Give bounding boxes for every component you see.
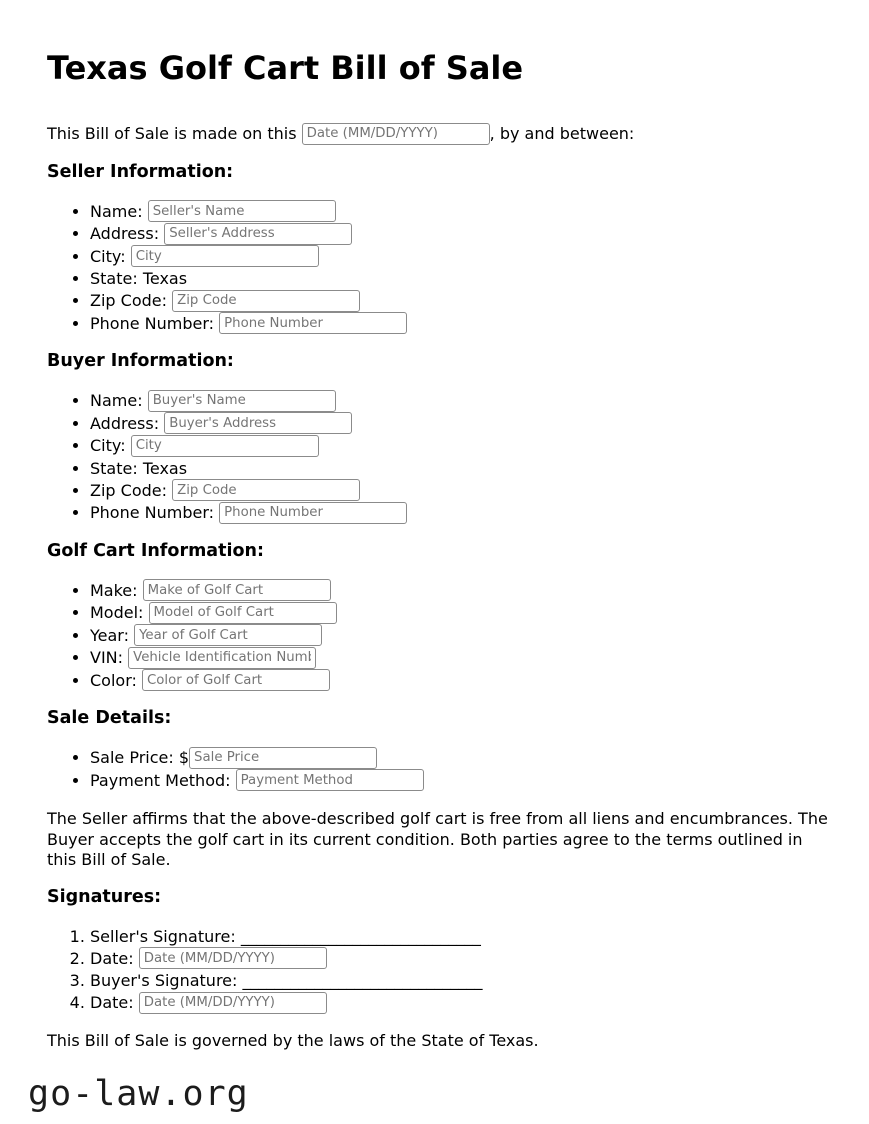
seller-phone-field <box>90 313 822 336</box>
buyer-name-field <box>90 390 822 413</box>
cart-vin-field <box>90 647 822 670</box>
seller-state-label: State: Texas <box>90 269 188 288</box>
payment-method-input[interactable] <box>236 769 424 791</box>
intro-line <box>47 123 822 146</box>
payment-method-label: Payment Method: <box>90 770 231 790</box>
buyer-name-label: Name: <box>90 391 143 410</box>
seller-name-field <box>90 201 822 224</box>
seller-section-heading: Seller Information: <box>47 161 234 182</box>
signatures-section-heading: Signatures: <box>47 886 162 907</box>
payment-method-field <box>90 770 822 793</box>
seller-state-field <box>90 268 822 290</box>
buyer-city-input[interactable] <box>131 435 319 457</box>
seller-address-input[interactable] <box>164 223 352 245</box>
seller-phone-input[interactable] <box>219 312 407 334</box>
seller-name-label: Name: <box>90 201 143 221</box>
brand-footer: go-law.org <box>28 1073 249 1114</box>
buyer-field-list <box>47 390 822 525</box>
cart-color-label: Color: <box>90 670 137 690</box>
golf-cart-section-heading: Golf Cart Information: <box>47 540 264 561</box>
buyer-signature-label: Buyer's Signature: <box>90 971 238 990</box>
buyer-zip-input[interactable] <box>172 479 360 501</box>
cart-vin-input[interactable] <box>128 647 316 669</box>
cart-year-field <box>90 625 822 648</box>
cart-make-field <box>90 580 822 603</box>
cart-color-input[interactable] <box>142 669 330 691</box>
buyer-state-label: State: Texas <box>90 458 188 478</box>
page-title: Texas Golf Cart Bill of Sale <box>47 49 524 87</box>
sale-details-section-heading: Sale Details: <box>47 708 172 728</box>
buyer-zip-field <box>90 480 822 503</box>
seller-address-field <box>90 223 822 246</box>
cart-make-label: Make: <box>90 580 138 600</box>
seller-phone-label: Phone Number: <box>90 313 215 333</box>
seller-zip-field <box>90 290 822 313</box>
buyer-signature-item <box>90 970 822 992</box>
cart-year-label: Year: <box>90 625 129 645</box>
signatures-list <box>47 926 822 1015</box>
intro-text-before: This Bill of Sale is made on this <box>47 124 297 143</box>
seller-address-label: Address: <box>90 224 160 243</box>
governing-law-line: This Bill of Sale is governed by the laws of the State of Texas. <box>47 1030 539 1050</box>
buyer-phone-input[interactable] <box>219 502 407 524</box>
buyer-sign-date-input[interactable] <box>139 992 327 1014</box>
affirmation-paragraph: The Seller affirms that the above-described golf cart is free from all liens and encumbrances. The Buyer accepts the golf cart in its current condition. Both parties agree to the terms outlined in this Bill of Sale. <box>47 809 828 869</box>
buyer-city-label: City: <box>90 436 126 455</box>
cart-year-input[interactable] <box>134 624 322 646</box>
intro-text-after: , by and between: <box>489 124 635 143</box>
buyer-zip-label: Zip Code: <box>90 480 167 500</box>
buyer-phone-field <box>90 502 822 525</box>
cart-model-input[interactable] <box>149 602 337 624</box>
buyer-address-input[interactable] <box>164 412 352 434</box>
buyer-sign-date-item <box>90 992 822 1015</box>
made-on-date-input[interactable] <box>302 123 490 145</box>
seller-signature-line: ______________________________ <box>240 926 481 946</box>
seller-city-label: City: <box>90 246 126 266</box>
seller-name-input[interactable] <box>148 200 336 222</box>
buyer-signature-line: ______________________________ <box>242 971 483 990</box>
seller-field-list <box>47 201 822 336</box>
seller-sign-date-label: Date: <box>90 948 134 968</box>
seller-zip-label: Zip Code: <box>90 291 167 310</box>
cart-color-field <box>90 670 822 693</box>
buyer-address-field <box>90 413 822 436</box>
seller-zip-input[interactable] <box>172 290 360 312</box>
golf-cart-field-list <box>47 580 822 693</box>
seller-sign-date-item <box>90 948 822 971</box>
buyer-state-field <box>90 458 822 480</box>
buyer-name-input[interactable] <box>148 390 336 412</box>
cart-model-label: Model: <box>90 603 144 622</box>
seller-city-field <box>90 246 822 269</box>
sale-price-field <box>90 747 822 770</box>
buyer-phone-label: Phone Number: <box>90 503 215 522</box>
cart-vin-label: VIN: <box>90 648 124 667</box>
cart-make-input[interactable] <box>143 579 331 601</box>
seller-sign-date-input[interactable] <box>139 947 327 969</box>
sale-price-input[interactable] <box>189 747 377 769</box>
buyer-section-heading: Buyer Information: <box>47 351 234 371</box>
buyer-address-label: Address: <box>90 413 160 433</box>
buyer-city-field <box>90 435 822 458</box>
seller-signature-label: Seller's Signature: <box>90 926 236 946</box>
sale-details-field-list <box>47 747 822 792</box>
cart-model-field <box>90 602 822 625</box>
sale-price-label: Sale Price: $ <box>90 748 190 767</box>
buyer-sign-date-label: Date: <box>90 993 134 1012</box>
seller-city-input[interactable] <box>131 245 319 267</box>
seller-signature-item <box>90 926 822 948</box>
